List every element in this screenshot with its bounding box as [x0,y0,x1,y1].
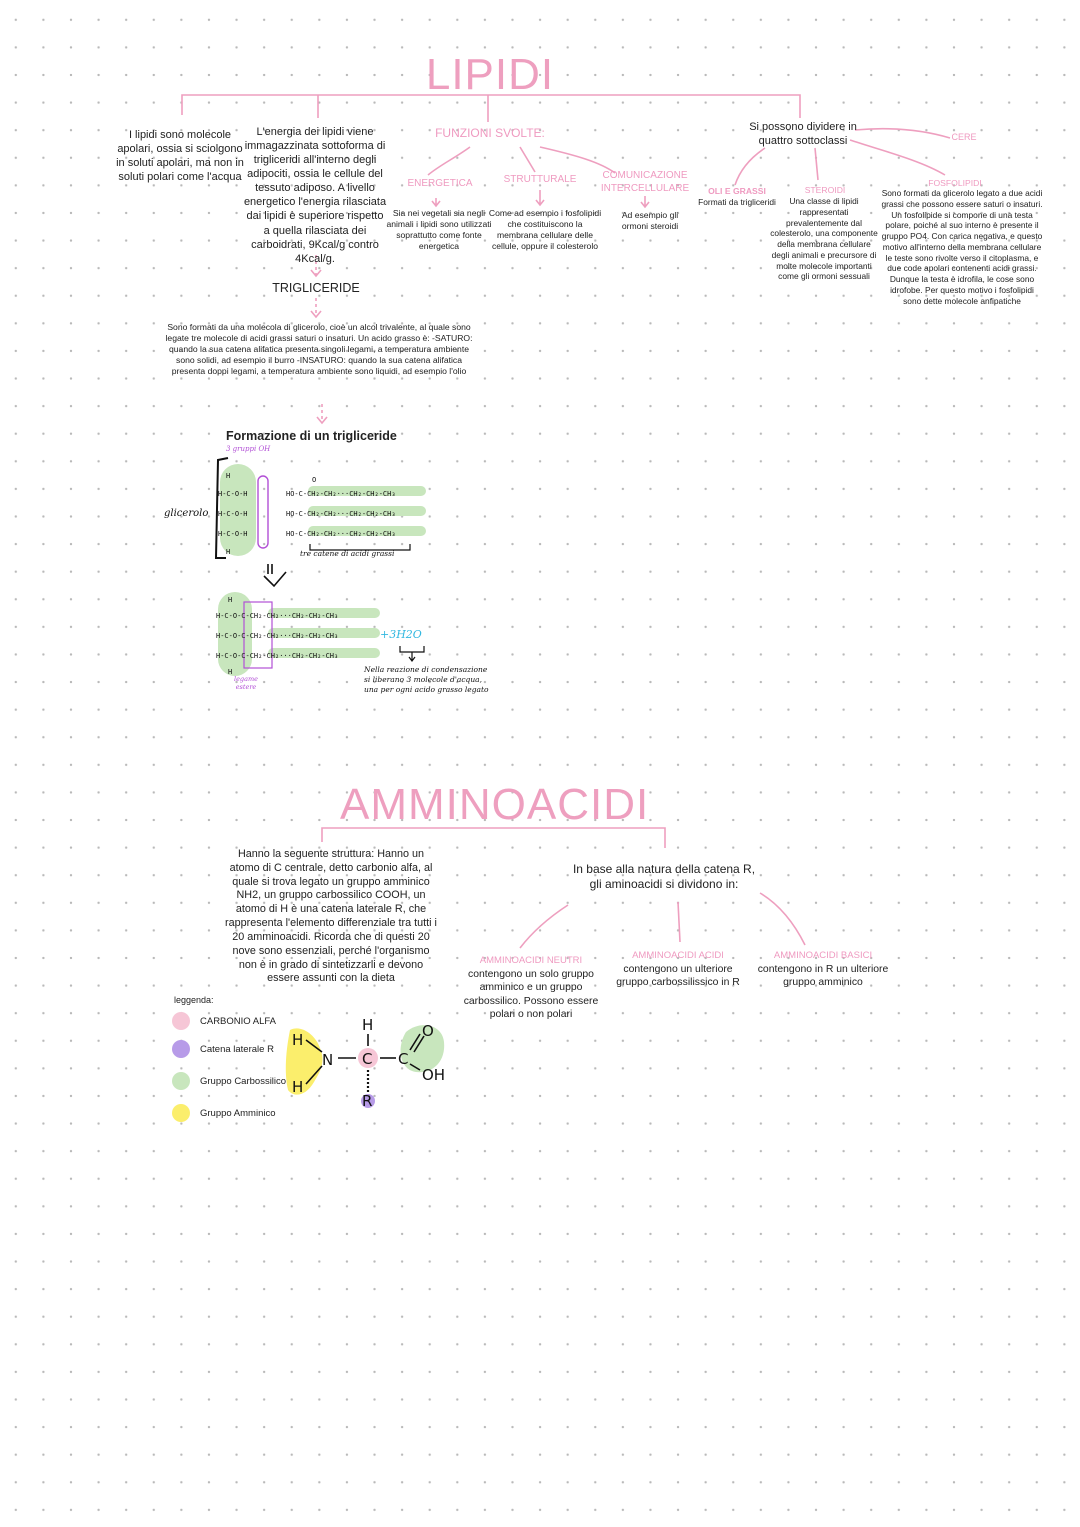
trigliceride-label: TRIGLICERIDE [272,281,360,295]
svg-text:O: O [422,1022,434,1040]
svg-text:OH: OH [422,1066,446,1084]
legenda-item [172,1012,276,1030]
svg-text:N: N [322,1051,334,1069]
funzione-energetica-text: Sia nei vegetali sia negli animali i lipidi sono utilizzati soprattutto come fonte energetica [386,208,492,251]
svg-text:H: H [226,472,231,480]
gruppo-carbossilico-swatch [172,1072,190,1090]
legenda-item [172,1104,276,1122]
legenda-label: Gruppo Carbossilico [200,1075,287,1087]
svg-text:H: H [362,1016,374,1034]
svg-text:HO-C-CH₂-CH₂···CH₂-CH₂-CH₃: HO-C-CH₂-CH₂···CH₂-CH₂-CH₃ [286,530,396,538]
basici-label: AMMINOACIDI BASICI [773,950,873,961]
amminoacidi-title: AMMINOACIDI [340,780,650,829]
svg-text:H: H [292,1078,304,1096]
funzione-comunicazione-label: COMUNICAZIONE INTERCELLULARE [600,170,690,194]
catena-laterale-swatch [172,1040,190,1058]
acqua-note: +3H2O [380,628,422,641]
svg-text:HO-C-CH₂-CH₂···CH₂-CH₂-CH₃: HO-C-CH₂-CH₂···CH₂-CH₂-CH₃ [286,510,396,518]
svg-text:C: C [362,1050,373,1068]
svg-text:H-C-O-C-CH₂-CH₂···CH₂-CH₂-CH₃: H-C-O-C-CH₂-CH₂···CH₂-CH₂-CH₃ [216,652,339,660]
legenda-label: CARBONIO ALFA [200,1015,277,1027]
amminoacidi-classificazione-title: In base alla natura della catena R, gli aminoacidi si dividono in: [572,862,756,892]
svg-text:H-C-O-H: H-C-O-H [218,530,248,538]
legenda-title: leggenda: [174,995,214,1005]
oli-grassi-text: Formati da trigliceridi [698,197,776,207]
acidi-text: contengono un ulteriore gruppo carbossilissico in R [616,964,740,989]
svg-text:R: R [362,1092,373,1110]
funzioni-title: FUNZIONI SVOLTE: [435,126,545,140]
reaction-arrow-icon [262,562,292,590]
tre-catene-note: tre catene di acidi grassi [300,549,395,558]
legenda-item [172,1040,274,1058]
steroidi-text: Una classe di lipidi rappresentati prevalentemente dal colesterolo, una componente della membrana cellulare degli animali e precursore di molte molecole importanti come gli ormoni sessuali [770,196,878,282]
legenda-label: Catena laterale R [200,1043,274,1055]
svg-text:H: H [226,548,231,556]
carbonio-alfa-swatch [172,1012,190,1030]
svg-text:H-C-O-H: H-C-O-H [218,490,248,498]
basici-text: contengono in R un ulteriore gruppo amminico [757,964,889,989]
water-bracket [398,644,428,664]
oli-grassi-label: OLI E GRASSI [708,186,766,196]
svg-text:H: H [228,596,233,604]
svg-text:H-C-O-C-CH₂-CH₂···CH₂-CH₂-CH₃: H-C-O-C-CH₂-CH₂···CH₂-CH₂-CH₃ [216,632,339,640]
trigliceride-product-diagram [206,588,386,680]
fosfolipidi-label: FOSFOLIPIDI [928,178,982,188]
fosfolipidi-text: Sono formati da glicerolo legato a due acidi grassi che possono essere saturi o insaturi. Un fosfolipide si compone di una testa polare, poiché al suo interno è presente il gruppo PO4. Con carica negativa, e questo motivo all'interno della membrana cellulare le teste sono rivolte verso il citoplasma, e due code apolari contenenti acidi grassi. Dunque la testa è idrofila, le cose sono idrofobe. Per questo motivo i fosfolipidi sono dette molecole anfipatiche [881,188,1043,306]
neutri-text: contengono un solo gruppo amminico e un gruppo carbossilico. Possono essere polari o non polari [463,969,599,1020]
lipidi-energy-text: L'energia dei lipidi viene immagazzinata sottoforma di trigliceridi all'interno degli adipociti, ossia le cellule del tessuto adiposo. A livello energetico l'energia rilasciata dai lipidi è superiore rispetto a quella rilasciata dei carboidrati, 9Kcal/g contro 4Kcal/g. [243,126,387,265]
legame-estere-note: legame estere [234,675,258,691]
glicerolo-note: glicerolo [164,508,209,519]
funzione-comunicazione-text: Ad esempio gli ormoni steroidi [621,210,679,231]
svg-text:C: C [398,1050,409,1068]
lipidi-title: LIPIDI [425,50,555,99]
legenda-item [172,1072,286,1090]
lipidi-intro: I lipidi sono molecole apolari, ossia si sciolgono in soluti apolari, ma non in soluti polari come l'acqua [116,129,244,184]
svg-text:H: H [228,668,233,676]
amminoacido-structure-diagram [282,1010,468,1114]
amminoacidi-struttura-text: Hanno la seguente struttura: Hanno un atomo di C centrale, detto carbonio alfa, al quale si trova legato un gruppo amminico NH2, un gruppo carbossilico COOH, un atomo di H è una catena laterale R, che rappresenta l'elemento differenziale tra tutti i 20 amminoacidi. Ricorda che di questi 20 nove sono essenziali, perché l'organismo non è in grado di sintetizzarli e devono essere assunti con la dieta [225,848,437,985]
acidi-label: AMMINOACIDI ACIDI [632,950,724,961]
sottoclassi-title: Si possono dividere in quattro sottoclassi [749,121,857,148]
formazione-title: Formazione di un trigliceride [226,429,397,443]
svg-text:HO-C-CH₂-CH₂···CH₂-CH₂-CH₃: HO-C-CH₂-CH₂···CH₂-CH₂-CH₃ [286,490,396,498]
funzione-strutturale-text: Come ad esempio i fosfolipidi che costituiscono la membrana cellulare delle cellule, oppure il colesterolo [488,208,602,251]
svg-text:H-C-O-H: H-C-O-H [218,510,248,518]
cere-label: CERE [951,132,977,142]
trigliceride-reactants-diagram [200,452,430,564]
funzione-strutturale-label: STRUTTURALE [503,174,577,185]
svg-text:H-C-O-C-CH₂-CH₂···CH₂-CH₂-CH₃: H-C-O-C-CH₂-CH₂···CH₂-CH₂-CH₃ [216,612,339,620]
svg-text:O: O [312,476,317,484]
funzione-energetica-label: ENERGETICA [407,178,473,189]
neutri-label: AMMINOACIDI NEUTRI [479,955,583,966]
gruppo-amminico-swatch [172,1104,190,1122]
gruppi-oh-note: 3 gruppi OH [226,445,271,453]
steroidi-label: STEROIDI [804,185,846,195]
trigliceride-text: Sono formati da una molecola di glicerolo, cioè un alcol trivalente, al quale sono legate tre molecole di acidi grassi saturi o insaturi. Un acido grasso è: -SATURO: quando la sua catena alifatica presenta singoli legami, a temperatura ambiente sono solidi, ad esempio il burro -INSATURO: quando la sua catena alifatica presenta doppi legami, a temperatura ambiente sono liquidi, ad esempio l'olio [165,322,473,376]
legenda-label: Gruppo Amminico [200,1107,276,1119]
condensazione-note: Nella reazione di condensazione si liberano 3 molecole d'acqua, una per ogni acido grasso legato [364,665,489,694]
svg-text:H: H [292,1031,304,1049]
